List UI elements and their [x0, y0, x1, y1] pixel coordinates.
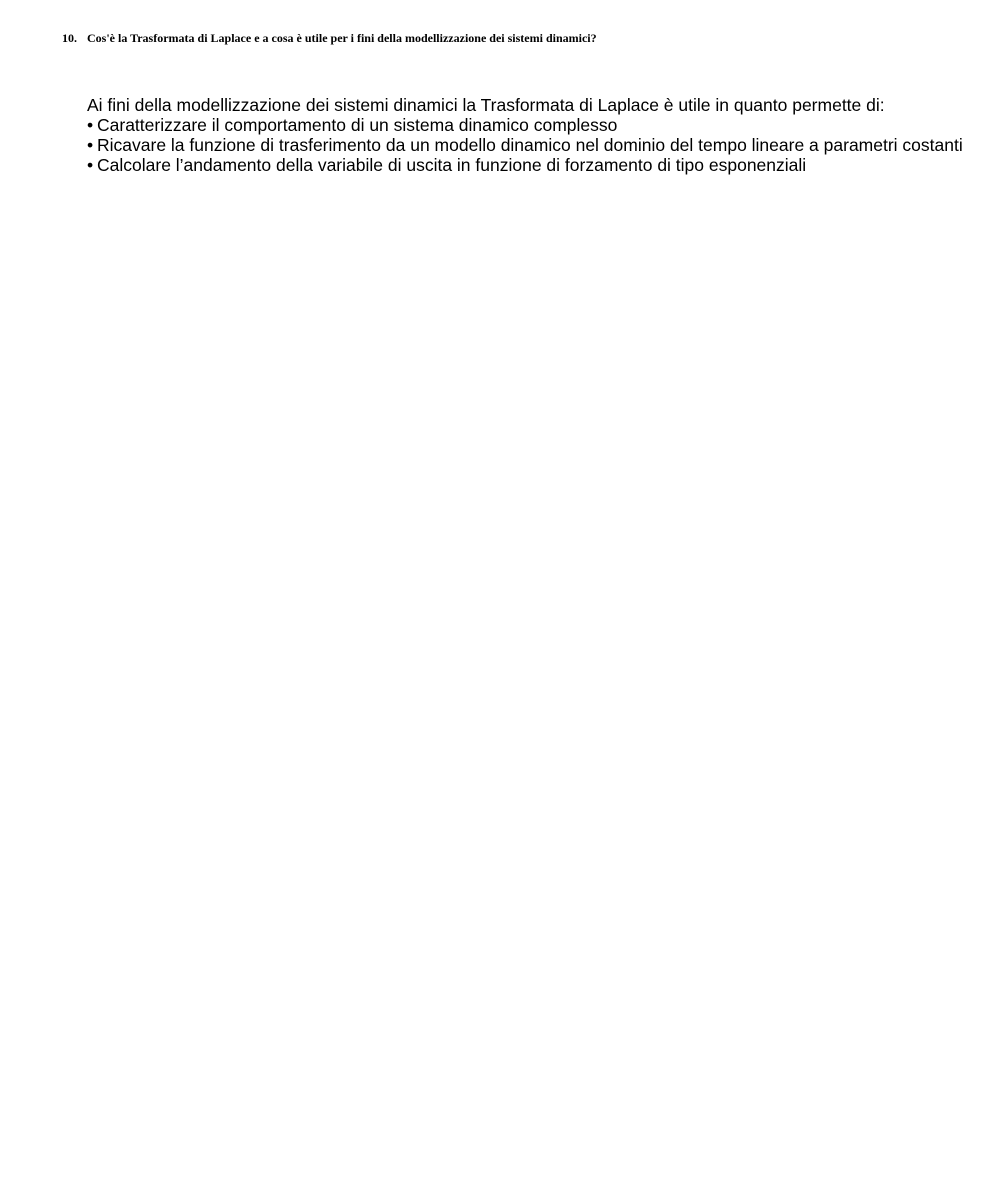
bullet-icon: • — [87, 135, 94, 155]
answer-item-text: Ricavare la funzione di trasferimento da un modello dinamico nel dominio del tempo lineare a parametri costanti — [97, 135, 963, 155]
answer-item-text: Calcolare l’andamento della variabile di uscita in funzione di forzamento di tipo esponenziali — [97, 155, 807, 175]
answer-list-item — [87, 115, 963, 135]
answer-list-item — [87, 135, 963, 155]
answer-list-item — [87, 155, 963, 175]
answer-item-text: Caratterizzare il comportamento di un sistema dinamico complesso — [97, 115, 618, 135]
question-text: Cos'è la Trasformata di Laplace e a cosa è utile per i fini della modellizzazione dei sistemi dinamici? — [87, 31, 597, 45]
answer-intro: Ai fini della modellizzazione dei sistemi dinamici la Trasformata di Laplace è utile in quanto permette di: — [87, 95, 885, 115]
question-heading — [62, 31, 597, 45]
bullet-icon: • — [87, 115, 94, 135]
question-number: 10. — [62, 31, 77, 45]
answer-block — [87, 95, 963, 175]
bullet-icon: • — [87, 155, 94, 175]
